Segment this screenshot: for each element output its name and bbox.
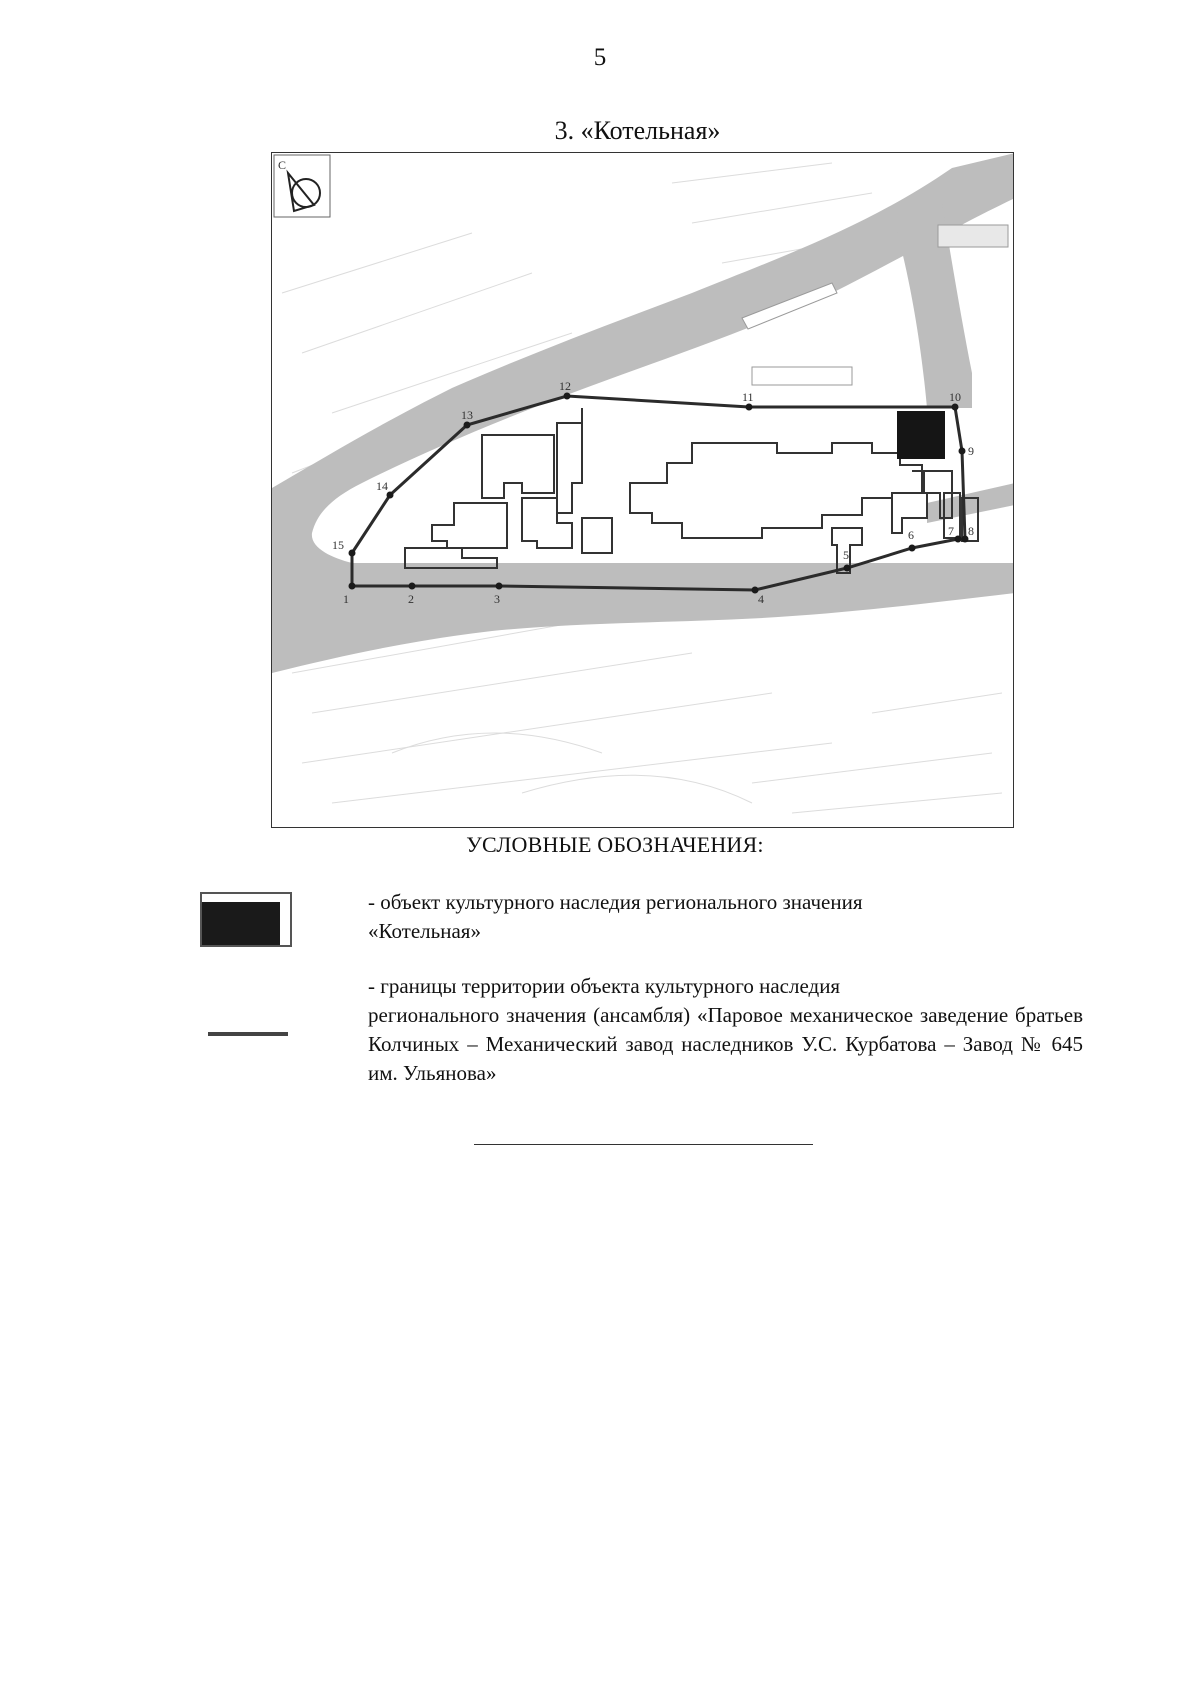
pier [752, 367, 852, 385]
legend-item-heritage-object-line1: - объект культурного наследия регионального значения [368, 890, 863, 914]
vertex-label-8: 8 [968, 524, 974, 538]
heritage-object-boiler-house [897, 411, 945, 459]
vertex-5 [844, 565, 851, 572]
site-map-svg [272, 153, 1014, 828]
page-number: 5 [593, 44, 607, 71]
buildings [405, 408, 978, 573]
vertex-7 [955, 536, 962, 543]
vertex-label-13: 13 [461, 408, 473, 422]
legend-item-heritage-object [368, 888, 1083, 946]
legend-swatch-boundary-line [208, 1032, 288, 1036]
legend-swatch-heritage-object [200, 892, 292, 947]
legend-item-territory-boundary [368, 972, 1083, 1088]
vertex-label-11: 11 [742, 390, 754, 404]
vertex-label-7: 7 [948, 524, 954, 538]
vertex-15 [349, 550, 356, 557]
vertex-3 [496, 583, 503, 590]
vertex-label-10: 10 [949, 390, 961, 404]
vertex-13 [464, 422, 471, 429]
vertex-label-12: 12 [559, 379, 571, 393]
vertex-label-14: 14 [376, 479, 388, 493]
vertex-label-1: 1 [343, 592, 349, 606]
vertex-label-3: 3 [494, 592, 500, 606]
vertex-9 [959, 448, 966, 455]
vertex-1 [349, 583, 356, 590]
north-arrow [274, 155, 330, 217]
vertex-label-6: 6 [908, 528, 914, 542]
north-label: С [278, 158, 287, 172]
legend-swatch-heritage-object-fill [202, 902, 280, 945]
legend-heading: УСЛОВНЫЕ ОБОЗНАЧЕНИЯ: [466, 832, 764, 857]
legend-item-territory-boundary-line1: - границы территории объекта культурного наследия [368, 974, 841, 998]
vertex-10 [952, 404, 959, 411]
section-title: 3. «Котельная» [554, 116, 721, 145]
closing-rule [474, 1144, 813, 1145]
vertex-label-4: 4 [758, 592, 764, 606]
vertex-12 [564, 393, 571, 400]
vertex-label-5: 5 [843, 548, 849, 562]
vertex-2 [409, 583, 416, 590]
vertex-label-2: 2 [408, 592, 414, 606]
vertex-label-15: 15 [332, 538, 344, 552]
vertex-label-9: 9 [968, 444, 974, 458]
dock [938, 225, 1008, 247]
vertex-6 [909, 545, 916, 552]
vertex-11 [746, 404, 753, 411]
legend-item-heritage-object-line2: «Котельная» [368, 919, 481, 943]
legend-item-territory-boundary-rest: регионального значения (ансамбля) «Паровое механическое заведение братьев Колчиных – Механический завод наследников У.С. Курбатова – Завод № 645 им. Ульянова» [368, 1003, 1083, 1085]
site-map [271, 152, 1014, 828]
